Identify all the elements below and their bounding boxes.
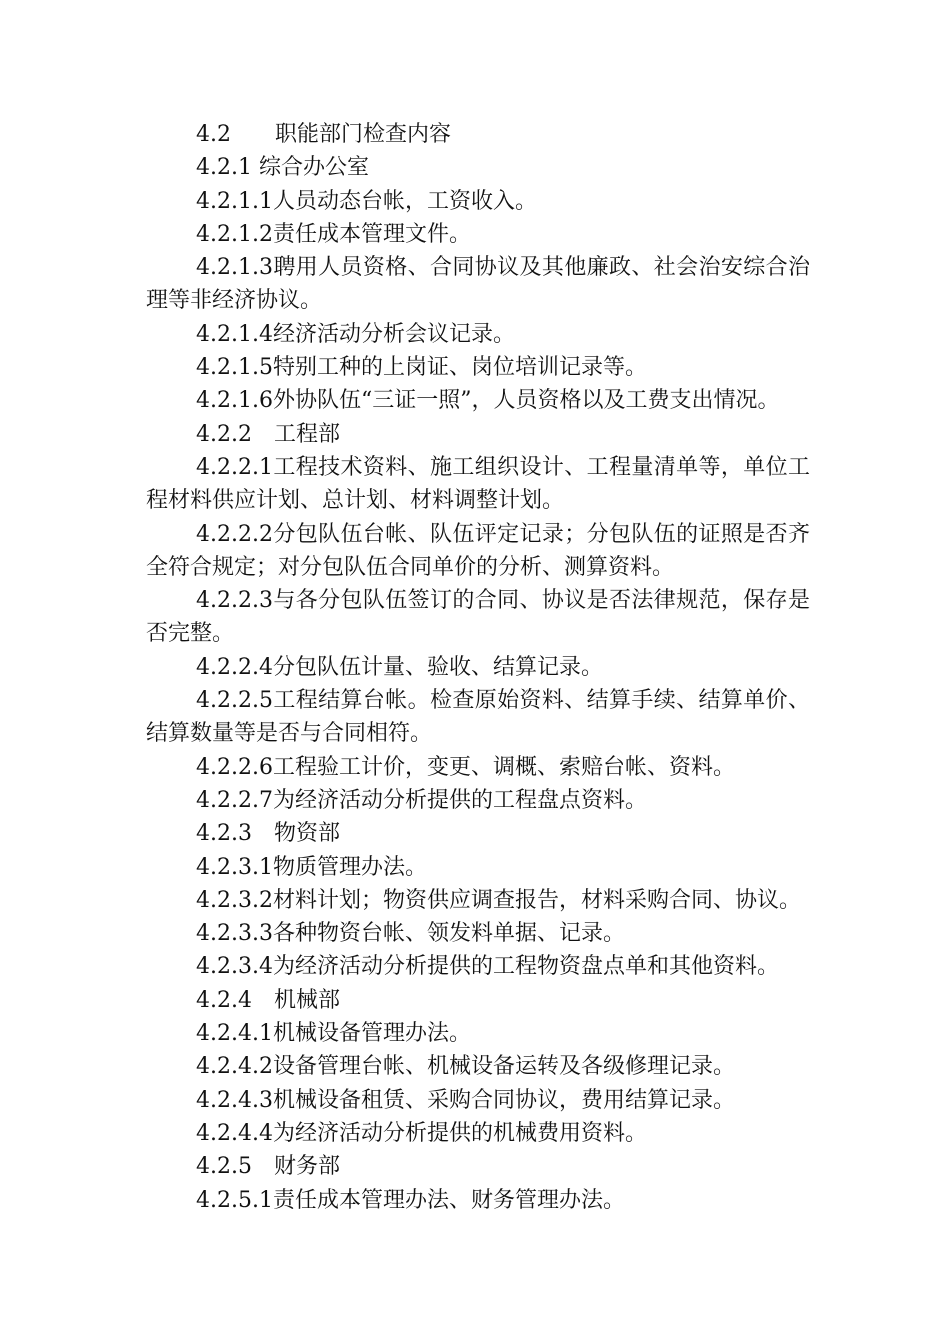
list-item: 4.2.2.6工程验工计价，变更、调概、索赔台帐、资料。 — [196, 754, 735, 780]
subsection-heading: 4.2.1 综合办公室 — [196, 155, 369, 181]
list-item: 4.2.3.3各种物资台帐、领发料单据、记录。 — [196, 921, 625, 947]
list-item: 4.2.2.1工程技术资料、施工组织设计、工程量清单等，单位工程材料供应计划、总计划、材料调整计划。 — [146, 454, 810, 514]
subsection-heading: 4.2.2 工程部 — [196, 421, 340, 447]
subsection-heading: 4.2.3 物资部 — [196, 821, 340, 847]
list-item: 4.2.2.5工程结算台帐。检查原始资料、结算手续、结算单价、结算数量等是否与合同相符。 — [146, 688, 810, 747]
subsection-heading: 4.2.5 财务部 — [196, 1154, 340, 1180]
list-item: 4.2.1.1人员动态台帐，工资收入。 — [196, 188, 537, 214]
list-item: 4.2.1.3聘用人员资格、合同协议及其他廉政、社会治安综合治理等非经济协议。 — [146, 255, 810, 314]
list-item: 4.2.3.1物质管理办法。 — [196, 854, 427, 880]
document-body — [146, 118, 810, 1217]
list-item: 4.2.1.2责任成本管理文件。 — [196, 221, 471, 247]
list-item: 4.2.5.1责任成本管理办法、财务管理办法。 — [196, 1187, 625, 1213]
list-item: 4.2.2.4分包队伍计量、验收、结算记录。 — [196, 654, 603, 680]
list-item: 4.2.2.3与各分包队伍签订的合同、协议是否法律规范，保存是否完整。 — [146, 588, 810, 647]
subsection-heading: 4.2.4 机械部 — [196, 987, 340, 1013]
list-item: 4.2.4.3机械设备租赁、采购合同协议，费用结算记录。 — [196, 1087, 735, 1113]
list-item: 4.2.4.4为经济活动分析提供的机械费用资料。 — [196, 1120, 647, 1146]
list-item: 4.2.1.4经济活动分析会议记录。 — [196, 321, 515, 347]
list-item: 4.2.4.1机械设备管理办法。 — [196, 1021, 471, 1047]
list-item: 4.2.1.5特别工种的上岗证、岗位培训记录等。 — [196, 355, 647, 381]
list-item: 4.2.2.2分包队伍台帐、队伍评定记录；分包队伍的证照是否齐全符合规定；对分包队伍合同单价的分析、测算资料。 — [146, 521, 810, 580]
list-item: 4.2.3.2材料计划；物资供应调查报告，材料采购合同、协议。 — [196, 887, 801, 913]
list-item: 4.2.3.4为经济活动分析提供的工程物资盘点单和其他资料。 — [196, 954, 779, 980]
list-item: 4.2.4.2设备管理台帐、机械设备运转及各级修理记录。 — [196, 1054, 735, 1080]
list-item: 4.2.1.6外协队伍“三证一照”，人员资格以及工费支出情况。 — [196, 388, 780, 414]
list-item: 4.2.2.7为经济活动分析提供的工程盘点资料。 — [196, 787, 647, 813]
section-heading: 4.2 职能部门检查内容 — [196, 122, 451, 147]
